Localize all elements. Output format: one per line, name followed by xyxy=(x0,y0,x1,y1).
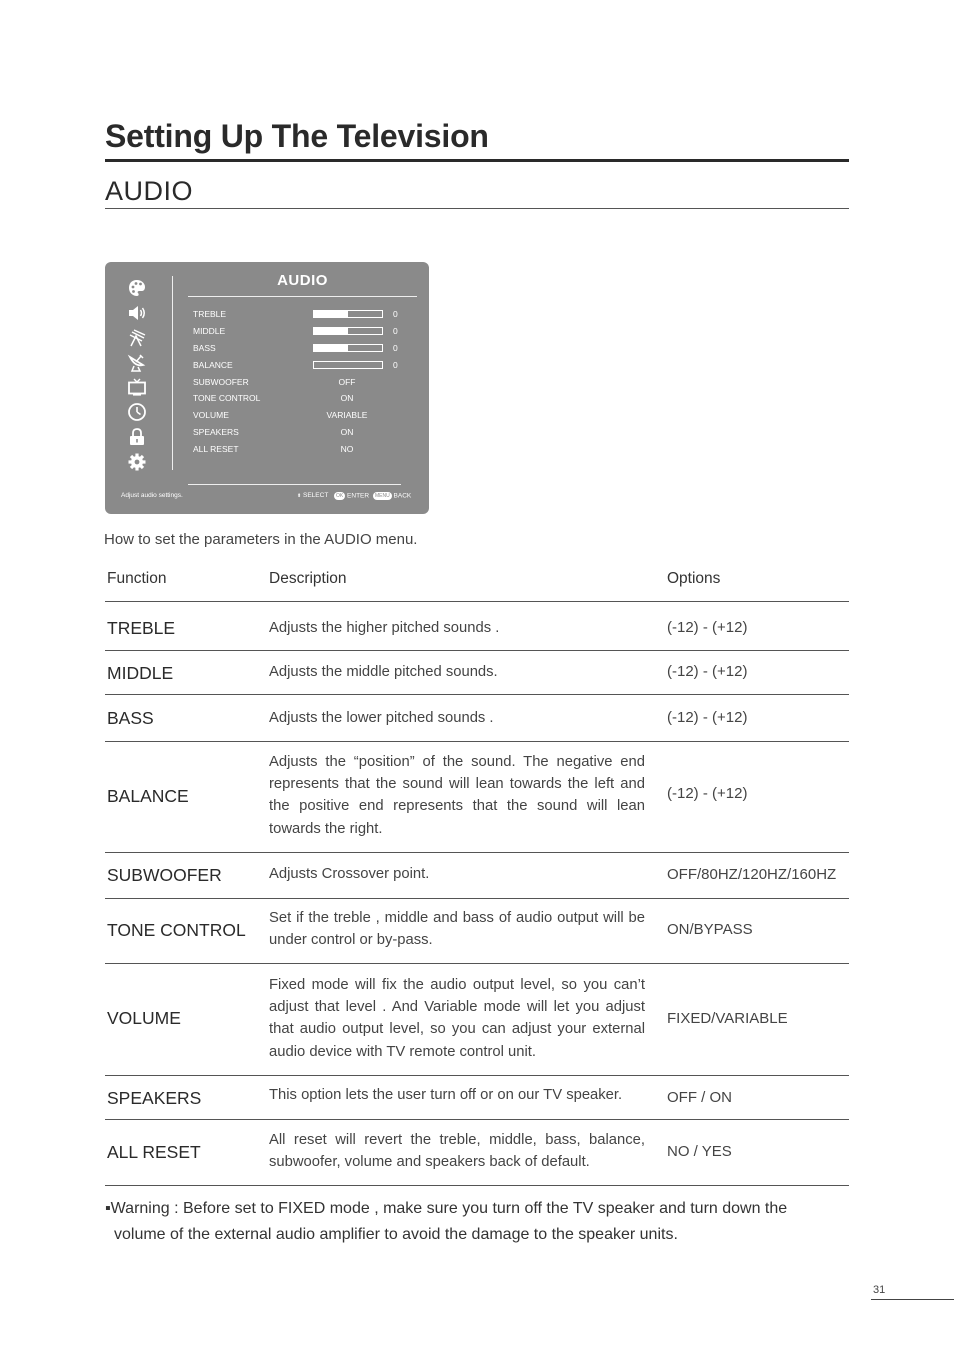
row-function: SPEAKERS xyxy=(107,1088,202,1108)
osd-item-number: 0 xyxy=(393,309,398,319)
row-function: SUBWOOFER xyxy=(107,865,222,885)
row-options: ON/BYPASS xyxy=(667,921,753,938)
table-row xyxy=(105,1120,849,1186)
speaker-icon xyxy=(127,303,147,323)
row-description: Set if the treble , middle and bass of audio output will be under control or by-pass. xyxy=(269,910,645,949)
table-row xyxy=(105,964,849,1076)
row-description: Adjusts the “position” of the sound. The negative end represents that the sound will lean towards the left and the positive end represents that the sound will lean towards the right. xyxy=(269,754,645,837)
osd-item-number: 0 xyxy=(393,360,398,370)
row-options: (-12) - (+12) xyxy=(667,709,748,726)
level-bar[interactable] xyxy=(313,310,383,318)
table-header xyxy=(105,560,849,602)
row-description: This option lets the user turn off or on our TV speaker. xyxy=(269,1087,623,1103)
gear-icon xyxy=(127,452,147,472)
page-number: 31 xyxy=(873,1284,886,1296)
row-description: Adjusts the lower pitched sounds . xyxy=(269,710,494,726)
osd-item-value: ON xyxy=(340,393,354,403)
osd-item-label: BASS xyxy=(193,343,216,353)
osd-title-rule xyxy=(188,296,417,297)
row-description: Adjusts Crossover point. xyxy=(269,866,430,882)
osd-hint: Adjust audio settings. xyxy=(121,492,183,499)
title-rule xyxy=(105,159,849,162)
nav-enter-label: ENTER xyxy=(347,492,370,500)
lock-icon xyxy=(127,427,147,447)
osd-item-label: TONE CONTROL xyxy=(193,393,261,403)
osd-item-volume[interactable] xyxy=(193,408,413,422)
section-title: AUDIO xyxy=(105,176,194,206)
page-title: Setting Up The Television xyxy=(105,118,489,154)
table-row xyxy=(105,651,849,695)
intro-text: How to set the parameters in the AUDIO menu. xyxy=(104,531,418,548)
osd-footer-rule xyxy=(188,484,401,485)
level-bar[interactable] xyxy=(313,361,383,369)
osd-item-value: ON xyxy=(340,427,354,437)
warning-line-1: ▪Warning : Before set to FIXED mode , make sure you turn off the TV speaker and turn down the xyxy=(105,1200,788,1217)
osd-item-label: BALANCE xyxy=(193,360,233,370)
table-row xyxy=(105,1076,849,1120)
satellite-icon xyxy=(127,352,147,372)
row-function: MIDDLE xyxy=(107,663,174,683)
osd-item-middle[interactable] xyxy=(193,324,413,338)
osd-item-balance[interactable] xyxy=(193,358,413,372)
menu-key-icon: MENU xyxy=(375,493,390,499)
warning-line-2: volume of the external audio amplifier to avoid the damage to the speaker units. xyxy=(114,1226,678,1243)
row-options: (-12) - (+12) xyxy=(667,663,748,680)
header-function: Function xyxy=(107,570,167,587)
up-down-arrow-icon: ⬍ xyxy=(297,493,302,499)
osd-item-label: SPEAKERS xyxy=(193,427,239,437)
sidebar-divider xyxy=(172,276,173,470)
audio-osd-menu xyxy=(105,262,429,514)
timer-icon xyxy=(127,402,147,422)
level-fill xyxy=(314,311,348,317)
table-row xyxy=(105,602,849,651)
osd-item-label: ALL RESET xyxy=(193,444,239,454)
warning-note xyxy=(105,1196,855,1248)
osd-title: AUDIO xyxy=(277,272,328,289)
header-options: Options xyxy=(667,570,721,587)
row-function: TREBLE xyxy=(107,618,176,638)
row-options: (-12) - (+12) xyxy=(667,785,748,802)
osd-item-value: OFF xyxy=(338,377,356,387)
level-fill xyxy=(314,345,348,351)
osd-item-label: SUBWOOFER xyxy=(193,377,249,387)
osd-item-tone-control[interactable] xyxy=(193,391,413,405)
row-description: Fixed mode will fix the audio output level, so you can’t adjust that level . And Variable mode will let you adjust that audio output level, so you can adjust your external audio device with TV remote control unit. xyxy=(269,977,645,1060)
row-function: TONE CONTROL xyxy=(107,920,246,940)
osd-item-bass[interactable] xyxy=(193,341,413,355)
level-fill xyxy=(314,328,348,334)
row-options: NO / YES xyxy=(667,1143,732,1160)
row-options: OFF/80HZ/120HZ/160HZ xyxy=(667,866,837,883)
page-number-rule xyxy=(871,1299,954,1300)
osd-item-speakers[interactable] xyxy=(193,425,413,439)
osd-item-number: 0 xyxy=(393,326,398,336)
row-function: ALL RESET xyxy=(107,1142,201,1162)
level-bar[interactable] xyxy=(313,327,383,335)
section-rule xyxy=(105,208,849,209)
osd-item-value: VARIABLE xyxy=(326,410,368,420)
picture-palette-icon xyxy=(127,278,147,298)
osd-item-label: MIDDLE xyxy=(193,326,226,336)
header-description: Description xyxy=(269,570,347,587)
tv-icon xyxy=(127,377,147,397)
osd-item-subwoofer[interactable] xyxy=(193,375,413,389)
osd-item-all-reset[interactable] xyxy=(193,442,413,456)
osd-nav-enter xyxy=(334,492,369,500)
row-description: Adjusts the middle pitched sounds. xyxy=(269,664,498,680)
osd-item-value: NO xyxy=(340,444,354,454)
ok-key-icon: OK xyxy=(336,493,344,499)
osd-item-label: VOLUME xyxy=(193,410,229,420)
row-options: OFF / ON xyxy=(667,1089,732,1106)
row-function: BASS xyxy=(107,708,154,728)
antenna-icon xyxy=(127,328,147,348)
osd-item-number: 0 xyxy=(393,343,398,353)
osd-nav-back xyxy=(373,492,411,500)
row-function: VOLUME xyxy=(107,1008,181,1028)
osd-nav-select xyxy=(297,492,328,499)
osd-item-label: TREBLE xyxy=(193,309,227,319)
nav-select-label: SELECT xyxy=(303,492,329,499)
row-description: All reset will revert the treble, middle, bass, balance, subwoofer, volume and speakers back of default. xyxy=(269,1132,645,1171)
row-function: BALANCE xyxy=(107,786,189,806)
nav-back-label: BACK xyxy=(393,492,412,500)
row-options: (-12) - (+12) xyxy=(667,619,748,636)
table-row xyxy=(105,742,849,853)
table-row xyxy=(105,899,849,964)
table-row xyxy=(105,853,849,899)
row-options: FIXED/VARIABLE xyxy=(667,1010,788,1027)
row-description: Adjusts the higher pitched sounds . xyxy=(269,620,500,636)
table-row xyxy=(105,695,849,742)
audio-parameter-table xyxy=(105,560,849,1186)
osd-item-treble[interactable] xyxy=(193,307,413,321)
level-bar[interactable] xyxy=(313,344,383,352)
